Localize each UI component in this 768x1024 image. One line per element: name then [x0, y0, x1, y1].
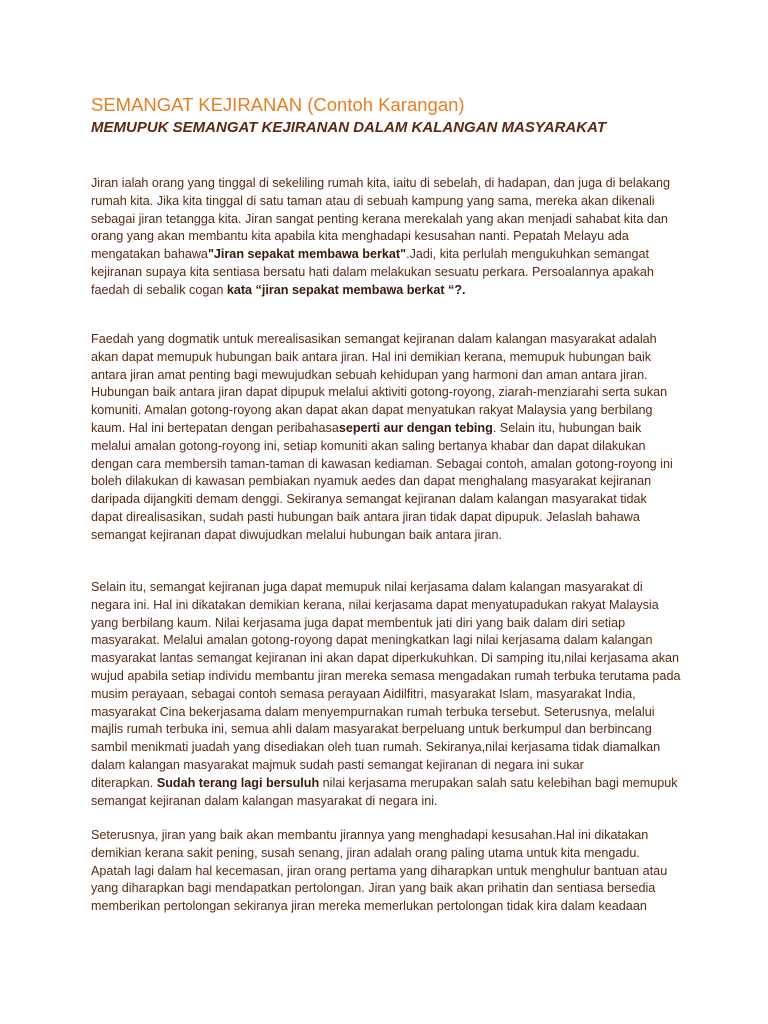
text-line — [91, 491, 691, 509]
text-segment: Seterusnya, jiran yang baik akan membantu jirannya yang menghadapi kesusahan.Hal ini dikatakan — [91, 828, 649, 842]
text-line — [91, 246, 691, 264]
text-line — [91, 579, 691, 597]
text-line — [91, 193, 691, 211]
text-segment: semangat kejiranan dalam kalangan masyarakat di negara ini. — [91, 793, 438, 808]
text-segment: semangat kejiranan dapat diwujudkan melalui hubungan baik antara jiran. — [91, 527, 502, 542]
text-segment: nilai kerjasama merupakan salah satu kelebihan bagi memupuk — [319, 775, 678, 790]
document-title: SEMANGAT KEJIRANAN (Contoh Karangan) — [91, 94, 465, 115]
text-line — [91, 898, 691, 916]
text-segment: yang berbilang kaum. Nilai kerjasama juga dapat membentuk jati diri yang baik dalam diri setiap — [91, 615, 626, 630]
paragraph-3 — [91, 579, 691, 810]
text-line — [91, 367, 691, 385]
text-line — [91, 668, 691, 686]
text-segment: masyarakat lantas semangat kejiranan ini akan dapat diperkukuhkan. Di samping itu,nilai kerjasama akan — [91, 651, 680, 666]
text-segment: diterapkan. — [91, 775, 157, 790]
text-segment: Hubungan baik antara jiran dapat dipupuk melalui aktiviti gotong-royong, ziarah-menziarahi serta sukan — [91, 385, 668, 400]
text-segment: masyarakat. Melalui amalan gotong-royong dapat meningkatkan lagi nilai kerjasama dalam kalangan — [91, 633, 653, 648]
text-segment: Selain itu, semangat kejiranan juga dapat memupuk nilai kerjasama dalam kalangan masyarakat di — [91, 580, 643, 594]
text-segment: komuniti. Amalan gotong-royong akan dapat akan dapat menyatukan rakyat Malaysia yang berbilang — [91, 403, 653, 418]
text-line — [91, 384, 691, 402]
text-segment: .Jadi, kita perlulah mengukuhkan semangat — [406, 247, 650, 262]
text-line — [91, 211, 691, 229]
text-line — [91, 704, 691, 722]
text-segment: sebagai jiran tetangga kita. Jiran sangat penting kerana merekalah yang akan menjadi sahabat kita dan — [91, 211, 668, 226]
text-line — [91, 863, 691, 881]
text-line — [91, 845, 691, 863]
text-segment: dalam kalangan masyarakat majmuk sudah pasti semangat kejiranan di negara ini sukar — [91, 757, 584, 772]
text-line — [91, 650, 691, 668]
text-line — [91, 775, 691, 793]
text-line — [91, 615, 691, 633]
text-segment: kaum. Hal ini bertepatan dengan peribahasa — [91, 420, 339, 435]
text-segment: musim perayaan, sebagai contoh semasa perayaan Aidilfitri, masyarakat Islam, masyarakat India, — [91, 686, 636, 701]
text-segment: wujud apabila setiap individu membantu jiran mereka semasa mengadakan rumah terbuka terutama pada — [91, 668, 681, 683]
text-line — [91, 402, 691, 420]
paragraph-4 — [91, 827, 691, 916]
paragraph-1 — [91, 175, 691, 300]
text-segment: rumah kita. Jika kita tinggal di satu taman atau di sebuah kampung yang sama, mereka akan dikenali — [91, 193, 655, 208]
text-segment: yang diharapkan bagi mendapatkan pertolongan. Jiran yang baik akan prihatin dan sentiasa bersedia — [91, 881, 656, 896]
text-segment: sambil menikmati juadah yang disediakan oleh tuan rumah. Sekiranya,nilai kerjasama tidak diamalkan — [91, 740, 661, 755]
text-segment: demikian kerana sakit pening, susah senang, jiran adalah orang paling utama untuk kita mengadu. — [91, 845, 640, 860]
text-line — [91, 456, 691, 474]
text-segment: dengan cara membersih taman-taman di kawasan kediaman. Sebagai contoh, amalan gotong-royong ini — [91, 456, 673, 471]
text-segment: orang yang akan membantu kita apabila kita menghadapi kesusahan nanti. Pepatah Melayu ada — [91, 229, 629, 244]
text-segment: kejiranan supaya kita sentiasa bersatu hati dalam melakukan sesuatu perkara. Persoalannya apakah — [91, 264, 654, 279]
text-line — [91, 264, 691, 282]
text-line — [91, 739, 691, 757]
text-segment: negara ini. Hal ini dikatakan demikian kerana, nilai kerjasama dapat menyatupadukan rakyat Malaysia — [91, 597, 659, 612]
text-segment: Faedah yang dogmatik untuk merealisasikan semangat kejiranan dalam kalangan masyarakat adalah — [91, 332, 657, 346]
text-line — [91, 721, 691, 739]
text-line — [91, 509, 691, 527]
text-line — [91, 757, 691, 775]
text-segment: antara jiran amat penting bagi mewujudkan sebuah kehidupan yang harmoni dan aman antara jiran. — [91, 367, 648, 382]
text-segment: melalui amalan gotong-royong ini, setiap komuniti akan saling bertanya khabar dan dapat dilakukan — [91, 438, 646, 453]
text-segment: Apatah lagi dalam hal kecemasan, jiran orang pertama yang diharapkan untuk menghulur bantuan atau — [91, 863, 668, 878]
text-line — [91, 349, 691, 367]
bold-phrase: "Jiran sepakat membawa berkat" — [207, 247, 407, 262]
text-segment: majlis rumah terbuka ini, semua ahli dalam masyarakat berpeluang untuk berkumpul dan berbincang — [91, 722, 652, 737]
text-line — [91, 473, 691, 491]
text-segment: masyarakat Cina bekerjasama dalam menyempurnakan rumah terbuka tersebut. Seterusnya, melalui — [91, 704, 655, 719]
document-subtitle: MEMUPUK SEMANGAT KEJIRANAN DALAM KALANGAN MASYARAKAT — [91, 119, 606, 136]
text-line — [91, 827, 691, 845]
text-line — [91, 527, 691, 545]
text-line — [91, 632, 691, 650]
text-segment: memberikan pertolongan sekiranya jiran mereka memerlukan pertolongan tidak kira dalam keadaan — [91, 899, 647, 914]
text-line — [91, 793, 691, 811]
text-segment: . Selain itu, hubungan baik — [492, 420, 642, 435]
text-line — [91, 331, 691, 349]
text-line — [91, 880, 691, 898]
text-segment: dapat direalisasikan, sudah pasti hubungan baik antara jiran tidak dapat dipupuk. Jelaslah bahawa — [91, 509, 640, 524]
text-line — [91, 438, 691, 456]
text-segment: Jiran ialah orang yang tinggal di sekeliling rumah kita, iaitu di sebelah, di hadapan, dan juga di belakang — [91, 176, 671, 190]
text-segment: daripada dijangkiti demam denggi. Sekiranya semangat kejiranan dalam kalangan masyarakat tidak — [91, 492, 647, 507]
text-line — [91, 686, 691, 704]
text-segment: boleh dilakukan di kawasan pembiakan nyamuk aedes dan dapat menghalang masyarakat kejiranan — [91, 474, 652, 489]
text-segment: faedah di sebalik cogan — [91, 282, 227, 297]
text-line — [91, 282, 691, 300]
text-line — [91, 420, 691, 438]
text-segment: akan dapat memupuk hubungan baik antara jiran. Hal ini demikian kerana, memupuk hubungan baik — [91, 349, 652, 364]
text-line — [91, 228, 691, 246]
bold-phrase: kata “jiran sepakat membawa berkat “?. — [226, 282, 466, 297]
text-line — [91, 597, 691, 615]
bold-phrase: seperti aur dengan tebing — [338, 420, 493, 435]
bold-phrase: Sudah terang lagi bersuluh — [156, 775, 320, 790]
text-segment: mengatakan bahawa — [91, 247, 208, 262]
text-line — [91, 175, 691, 193]
paragraph-2 — [91, 331, 691, 545]
